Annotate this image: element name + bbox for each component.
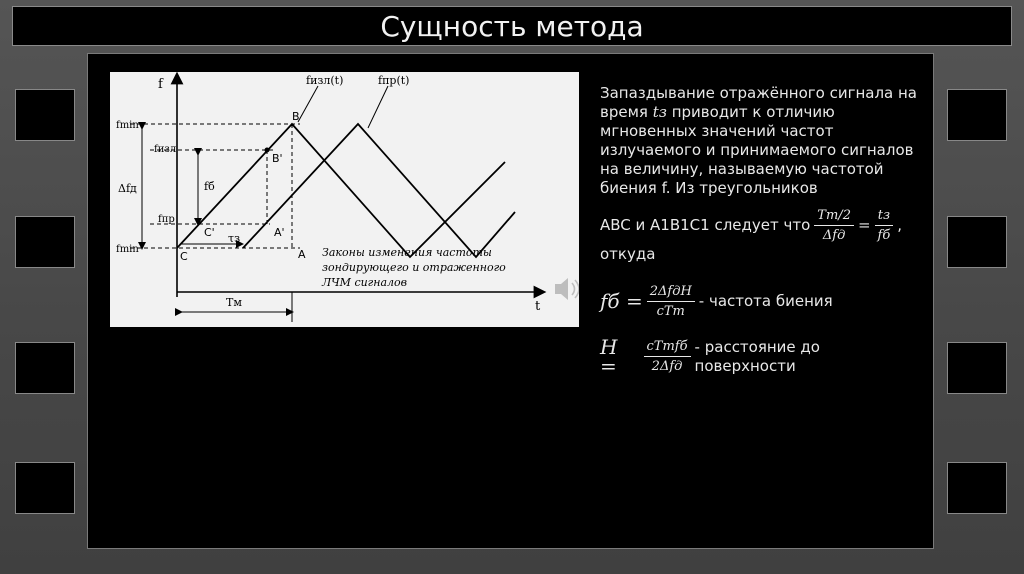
ratio-equation: ABC и A1B1C1 следует что $\frac{Tm/2}{\text{Δfд}}$ = $\frac{tз}{fб}$ , [600, 208, 903, 243]
speaker-icon [555, 278, 579, 300]
fmin-top-label: fmin [116, 120, 139, 131]
explanation-text [600, 84, 920, 376]
paragraph-2-end: откуда [600, 245, 656, 263]
point-a: A [298, 248, 306, 261]
caption-line-1: Законы изменения частоты [322, 246, 492, 259]
film-perforation [947, 89, 1007, 141]
emitted-label: fизл(t) [306, 74, 344, 87]
distance-formula: H = $\frac{\text{cTmfб}}{\text{2Δfд}}$ - расстояние до поверхности [600, 334, 820, 378]
delta-fd-label: Δfд [118, 182, 137, 195]
film-perforation [15, 216, 75, 268]
frequency-diagram [110, 72, 579, 327]
point-b1: B' [272, 152, 283, 165]
received-label: fпр(t) [378, 74, 410, 87]
point-c: C [180, 250, 188, 263]
tm-label: Tм [226, 296, 242, 309]
point-b: B [292, 110, 300, 123]
paragraph-1: Запаздывание отражённого сигнала на время tз приводит к отличию мгновенных значений частот излучаемого и принимаемого сигналов на величину, называемую частотой биения f. Из треугольников [600, 84, 917, 197]
film-perforation [15, 462, 75, 514]
point-c1: C' [204, 226, 215, 239]
fpr-label: fпр [158, 214, 175, 225]
fmin-bottom-label: fmin [116, 244, 139, 255]
fizl-label: fизл [154, 144, 177, 155]
film-perforation [947, 216, 1007, 268]
film-perforation [15, 342, 75, 394]
point-a1: A' [274, 226, 285, 239]
emitted-frequency-line [177, 124, 505, 257]
film-perforation [15, 89, 75, 141]
axis-t-label: t [535, 299, 541, 314]
film-perforation [947, 342, 1007, 394]
caption-line-3: ЛЧМ сигналов [322, 276, 408, 289]
axis-f-label: f [158, 77, 163, 92]
beat-frequency-formula: fб = $\frac{\text{2ΔfдH}}{\text{cTm}}$ - частота биения [600, 284, 833, 319]
film-perforation [947, 462, 1007, 514]
tau-label: τз [228, 232, 241, 245]
slide-title: Сущность метода [12, 6, 1012, 46]
fb-label: fб [204, 180, 215, 193]
caption-line-2: зондирующего и отраженного [322, 261, 506, 274]
